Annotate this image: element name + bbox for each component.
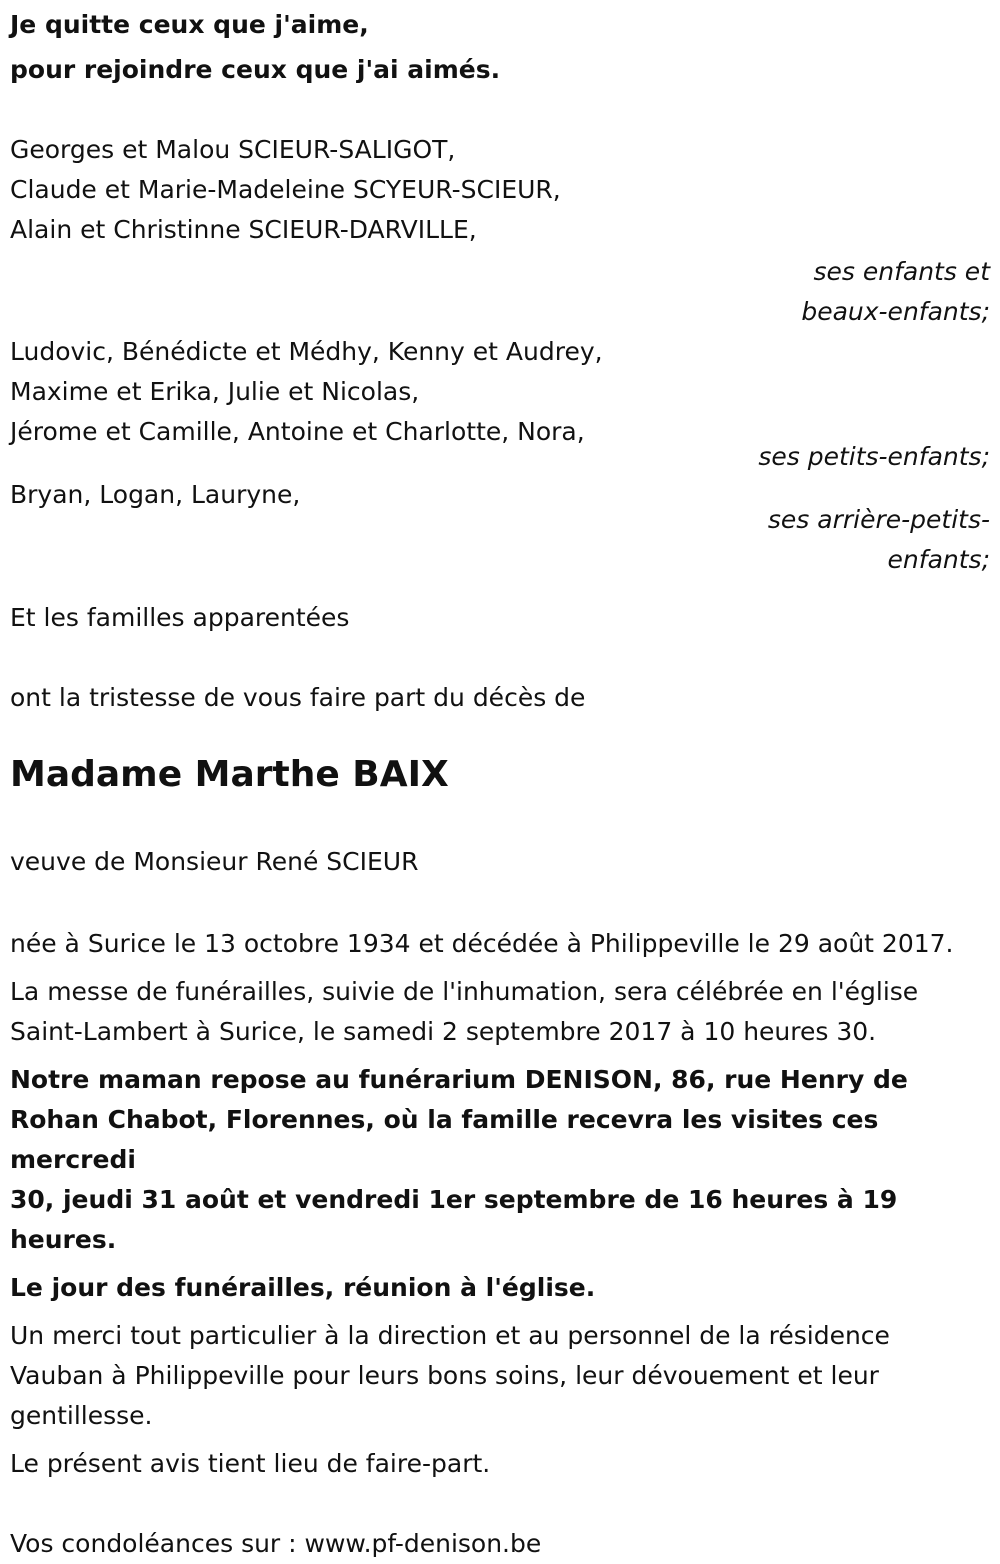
great-grandchildren-line: Bryan, Logan, Lauryne, bbox=[10, 480, 301, 509]
widow-of-line: veuve de Monsieur René SCIEUR bbox=[10, 847, 419, 876]
visitation-paragraph bbox=[10, 1060, 990, 1260]
grandchildren-section bbox=[10, 332, 990, 477]
meeting-line: Le jour des funérailles, réunion à l'église. bbox=[10, 1273, 596, 1302]
great-grandchildren-section bbox=[10, 475, 990, 580]
families-line: Et les familles apparentées bbox=[10, 603, 350, 632]
notice-line: Le présent avis tient lieu de faire-part. bbox=[10, 1449, 491, 1478]
funeral-mass-paragraph bbox=[10, 972, 990, 1052]
great-grandchildren-role-line-1: ses arrière-petits- bbox=[767, 505, 990, 534]
grandchildren-line-3: Jérome et Camille, Antoine et Charlotte, Nora, bbox=[10, 417, 585, 446]
condolences-line: Vos condoléances sur : www.pf-denison.be bbox=[10, 1529, 542, 1558]
visitation-line-3: 30, jeudi 31 août et vendredi 1er septembre de 16 heures à 19 heures. bbox=[10, 1185, 898, 1254]
funeral-mass-line-2: Saint-Lambert à Surice, le samedi 2 septembre 2017 à 10 heures 30. bbox=[10, 1017, 877, 1046]
birth-death-line: née à Surice le 13 octobre 1934 et décédée à Philippeville le 29 août 2017. bbox=[10, 929, 954, 958]
grandchildren-line-2: Maxime et Erika, Julie et Nicolas, bbox=[10, 377, 420, 406]
grandchildren-line-1: Ludovic, Bénédicte et Médhy, Kenny et Audrey, bbox=[10, 337, 603, 366]
thanks-paragraph bbox=[10, 1316, 990, 1436]
obituary-notice bbox=[10, 5, 990, 1564]
children-role-line-1: ses enfants et bbox=[813, 257, 990, 286]
funeral-mass-line-1: La messe de funérailles, suivie de l'inhumation, sera célébrée en l'église bbox=[10, 977, 919, 1006]
thanks-line-2: Vauban à Philippeville pour leurs bons soins, leur dévouement et leur bbox=[10, 1361, 879, 1390]
children-line-2: Claude et Marie-Madeleine SCYEUR-SCIEUR, bbox=[10, 175, 561, 204]
children-line-3: Alain et Christinne SCIEUR-DARVILLE, bbox=[10, 215, 477, 244]
epigraph-line-1: Je quitte ceux que j'aime, bbox=[10, 10, 369, 39]
deceased-name: Madame Marthe BAIX bbox=[10, 754, 449, 795]
announcement-line: ont la tristesse de vous faire part du décès de bbox=[10, 683, 586, 712]
thanks-line-1: Un merci tout particulier à la direction et au personnel de la résidence bbox=[10, 1321, 890, 1350]
great-grandchildren-role-line-2: enfants; bbox=[887, 545, 990, 574]
children-role-line-2: beaux-enfants; bbox=[801, 297, 990, 326]
visitation-line-1: Notre maman repose au funérarium DENISON, 86, rue Henry de bbox=[10, 1065, 908, 1094]
thanks-line-3: gentillesse. bbox=[10, 1401, 153, 1430]
visitation-line-2: Rohan Chabot, Florennes, où la famille recevra les visites ces mercredi bbox=[10, 1105, 879, 1174]
children-line-1: Georges et Malou SCIEUR-SALIGOT, bbox=[10, 135, 456, 164]
children-section bbox=[10, 130, 990, 332]
grandchildren-role: ses petits-enfants; bbox=[758, 442, 990, 471]
epigraph-line-2: pour rejoindre ceux que j'ai aimés. bbox=[10, 55, 501, 84]
